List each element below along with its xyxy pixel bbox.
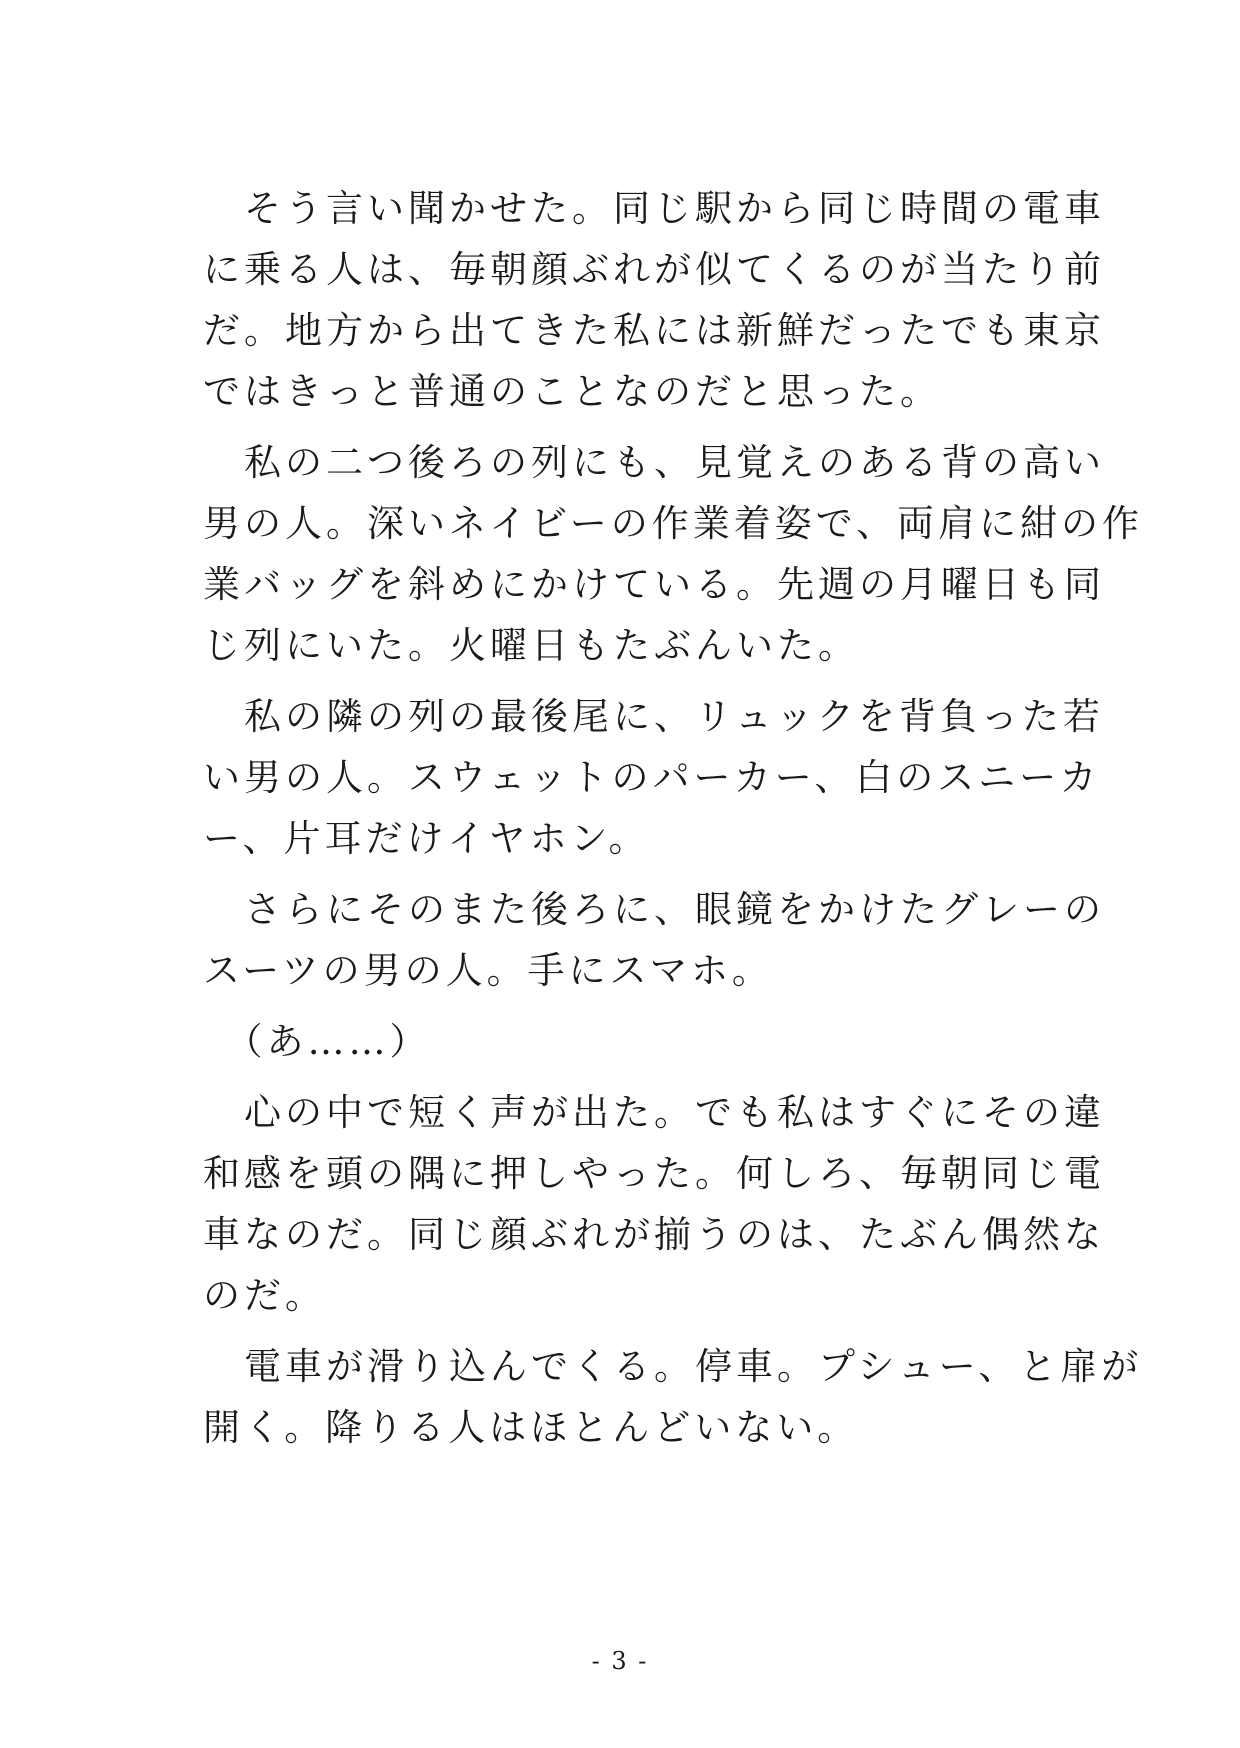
- text-line: さらにそのまた後ろに、眼鏡をかけたグレーの: [203, 888, 1105, 931]
- text-line: ー、片耳だけイヤホン。: [203, 817, 650, 860]
- text-line: だ。地方から出てきた私には新鮮だったでも東京: [203, 309, 1105, 352]
- text-line: 心の中で短く声が出た。でも私はすぐにその違: [203, 1091, 1105, 1134]
- text-line: ではきっと普通のことなのだと思った。: [203, 370, 941, 413]
- text-line: 私の二つ後ろの列にも、見覚えのある背の高い: [203, 441, 1105, 484]
- text-line: い男の人。スウェットのパーカー、白のスニーカ: [203, 756, 1101, 799]
- text-line: 車なのだ。同じ顔ぶれが揃うのは、たぶん偶然な: [203, 1213, 1105, 1256]
- paragraph-5: [203, 1011, 1063, 1072]
- paragraph-2: [203, 432, 1144, 676]
- text-line: 男の人。深いネイビーの作業着姿で、両肩に紺の作: [203, 502, 1144, 545]
- text-line: そう言い聞かせた。同じ駅から同じ時間の電車: [203, 187, 1105, 230]
- text-line: じ列にいた。火曜日もたぶんいた。: [203, 624, 859, 667]
- paragraph-6: [203, 1082, 1105, 1326]
- page-number: - 3 -: [591, 1647, 649, 1675]
- paragraph-3: [203, 686, 1104, 869]
- text-line: 和感を頭の隅に押しやった。何しろ、毎朝同じ電: [203, 1152, 1105, 1195]
- text-line: 業バッグを斜めにかけている。先週の月曜日も同: [203, 563, 1105, 606]
- paragraph-7: [203, 1336, 1143, 1458]
- text-line: に乗る人は、毎朝顔ぶれが似てくるのが当たり前: [203, 248, 1105, 291]
- text-line: スーツの男の人。手にスマホ。: [203, 949, 773, 992]
- text-line: 開く。降りる人はほとんどいない。: [203, 1406, 859, 1449]
- text-line: 電車が滑り込んでくる。停車。プシュー、と扉が: [203, 1345, 1143, 1388]
- paragraph-1: [203, 178, 1105, 422]
- text-line: のだ。: [203, 1274, 326, 1317]
- text-line: （あ……）: [203, 1020, 431, 1063]
- text-line: 私の隣の列の最後尾に、リュックを背負った若: [203, 695, 1104, 738]
- body-text: [203, 178, 1144, 1468]
- paragraph-4: [203, 879, 1105, 1001]
